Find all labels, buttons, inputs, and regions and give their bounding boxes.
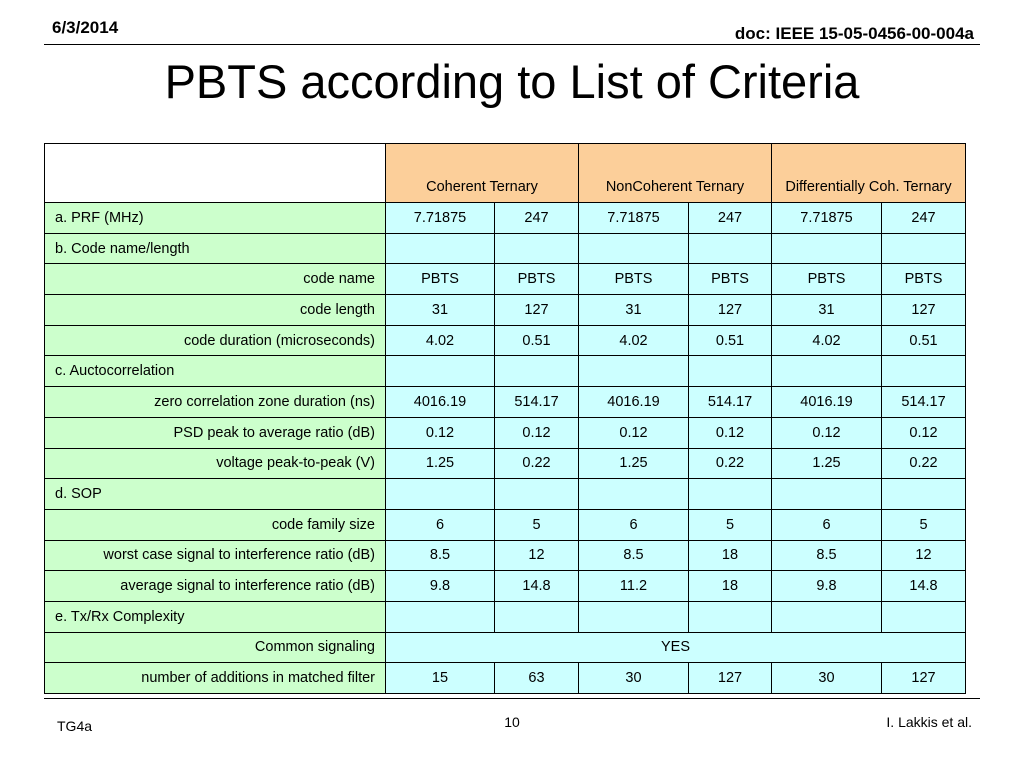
table-cell: 6 [579, 509, 689, 540]
section-label: e. Tx/Rx Complexity [45, 601, 386, 632]
table-cell [689, 356, 772, 387]
table-cell: 31 [386, 295, 495, 326]
table-cell [882, 356, 966, 387]
table-cell [495, 356, 579, 387]
table-cell [882, 601, 966, 632]
table-cell: 127 [882, 295, 966, 326]
slide-title: PBTS according to List of Criteria [164, 55, 860, 108]
table-cell: 127 [495, 295, 579, 326]
table-cell: 247 [689, 203, 772, 234]
table-cell: 127 [689, 295, 772, 326]
table-cell: 18 [689, 571, 772, 602]
table-cell: 5 [689, 509, 772, 540]
table-row [45, 509, 966, 540]
table-cell: 14.8 [882, 571, 966, 602]
row-label: Common signaling [45, 632, 386, 663]
table-row [45, 571, 966, 602]
table-cell: 0.12 [386, 417, 495, 448]
table-cell [579, 601, 689, 632]
table-cell: 1.25 [579, 448, 689, 479]
table-cell: 11.2 [579, 571, 689, 602]
table-cell: 30 [772, 663, 882, 694]
footer-divider [44, 698, 980, 699]
table-cell: 0.22 [882, 448, 966, 479]
table-cell: 4016.19 [579, 387, 689, 418]
table-cell: 514.17 [495, 387, 579, 418]
table-cell: 6 [386, 509, 495, 540]
table-cell: 18 [689, 540, 772, 571]
table-cell: PBTS [579, 264, 689, 295]
row-label: PSD peak to average ratio (dB) [45, 417, 386, 448]
table-cell [772, 356, 882, 387]
table-cell: PBTS [882, 264, 966, 295]
row-label: code name [45, 264, 386, 295]
table-cell: PBTS [386, 264, 495, 295]
section-label: b. Code name/length [45, 233, 386, 264]
table-cell: 1.25 [386, 448, 495, 479]
header-doc-id: doc: IEEE 15-05-0456-00-004a [734, 24, 974, 43]
table-cell: 5 [495, 509, 579, 540]
table-cell: 5 [882, 509, 966, 540]
table-row [45, 540, 966, 571]
table-cell: 8.5 [579, 540, 689, 571]
table-cell: 0.51 [495, 325, 579, 356]
row-label: worst case signal to interference ratio (dB) [45, 540, 386, 571]
table-cell: PBTS [495, 264, 579, 295]
table-cell: 6 [772, 509, 882, 540]
table-cell [386, 479, 495, 510]
table-cell: 9.8 [386, 571, 495, 602]
table-cell [579, 479, 689, 510]
table-row [45, 417, 966, 448]
table-cell: 31 [579, 295, 689, 326]
table-cell: PBTS [772, 264, 882, 295]
row-label: average signal to interference ratio (dB) [45, 571, 386, 602]
table-row [45, 387, 966, 418]
table-cell: 4.02 [772, 325, 882, 356]
table-cell: 127 [882, 663, 966, 694]
table-cell [386, 356, 495, 387]
table-cell: 12 [882, 540, 966, 571]
table-cell [772, 233, 882, 264]
table-row [45, 601, 966, 632]
table-row [45, 264, 966, 295]
row-label: zero correlation zone duration (ns) [45, 387, 386, 418]
table-cell: 7.71875 [386, 203, 495, 234]
criteria-table [44, 143, 966, 694]
table-cell: 0.12 [495, 417, 579, 448]
table-row [45, 632, 966, 663]
table-cell [882, 233, 966, 264]
table-cell: 127 [689, 663, 772, 694]
table-cell: 4016.19 [772, 387, 882, 418]
table-cell: 4016.19 [386, 387, 495, 418]
table-cell: 12 [495, 540, 579, 571]
table-cell: 0.51 [689, 325, 772, 356]
section-label: d. SOP [45, 479, 386, 510]
table-cell: 0.12 [689, 417, 772, 448]
footer-author: I. Lakkis et al. [886, 714, 972, 730]
header-divider [44, 44, 980, 45]
table-cell: 247 [882, 203, 966, 234]
table-cell: 0.22 [689, 448, 772, 479]
table-cell: 247 [495, 203, 579, 234]
table-cell: 1.25 [772, 448, 882, 479]
table-row [45, 448, 966, 479]
row-label: code duration (microseconds) [45, 325, 386, 356]
table-cell [386, 601, 495, 632]
table-cell [495, 601, 579, 632]
table-cell: 31 [772, 295, 882, 326]
row-label: a. PRF (MHz) [45, 203, 386, 234]
table-header-row [45, 144, 966, 203]
table-cell [386, 233, 495, 264]
table-cell: 14.8 [495, 571, 579, 602]
table-row [45, 356, 966, 387]
table-row [45, 663, 966, 694]
table-cell [689, 479, 772, 510]
table-cell [772, 601, 882, 632]
table-row [45, 479, 966, 510]
table-row [45, 233, 966, 264]
table-cell [495, 479, 579, 510]
table-cell [882, 479, 966, 510]
table-cell [772, 479, 882, 510]
table-row [45, 295, 966, 326]
table-cell: 30 [579, 663, 689, 694]
row-label: code length [45, 295, 386, 326]
table-cell: 0.51 [882, 325, 966, 356]
table-cell [495, 233, 579, 264]
table-row [45, 325, 966, 356]
table-cell: 0.22 [495, 448, 579, 479]
row-label: code family size [45, 509, 386, 540]
column-header-differential: Differentially Coh. Ternary [772, 144, 966, 203]
table-cell: 15 [386, 663, 495, 694]
table-cell [689, 233, 772, 264]
table-cell: 63 [495, 663, 579, 694]
table-cell [579, 356, 689, 387]
table-cell: PBTS [689, 264, 772, 295]
header-date: 6/3/2014 [52, 18, 119, 37]
table-cell: 7.71875 [772, 203, 882, 234]
table-corner-cell [45, 144, 386, 203]
table-row [45, 203, 966, 234]
table-cell: 8.5 [386, 540, 495, 571]
table-cell: 514.17 [882, 387, 966, 418]
table-cell: 0.12 [882, 417, 966, 448]
table-cell [689, 601, 772, 632]
table-cell [579, 233, 689, 264]
page-number: 10 [504, 714, 520, 730]
table-cell: 4.02 [386, 325, 495, 356]
table-cell-merged: YES [386, 632, 966, 663]
table-cell: 514.17 [689, 387, 772, 418]
table-cell: 4.02 [579, 325, 689, 356]
table-cell: 8.5 [772, 540, 882, 571]
footer-group: TG4a [57, 718, 93, 734]
row-label: voltage peak-to-peak (V) [45, 448, 386, 479]
table-cell: 0.12 [579, 417, 689, 448]
table-cell: 7.71875 [579, 203, 689, 234]
table-cell: 9.8 [772, 571, 882, 602]
row-label: number of additions in matched filter [45, 663, 386, 694]
section-label: c. Auctocorrelation [45, 356, 386, 387]
table-cell: 0.12 [772, 417, 882, 448]
column-header-coherent: Coherent Ternary [386, 144, 579, 203]
column-header-noncoherent: NonCoherent Ternary [579, 144, 772, 203]
